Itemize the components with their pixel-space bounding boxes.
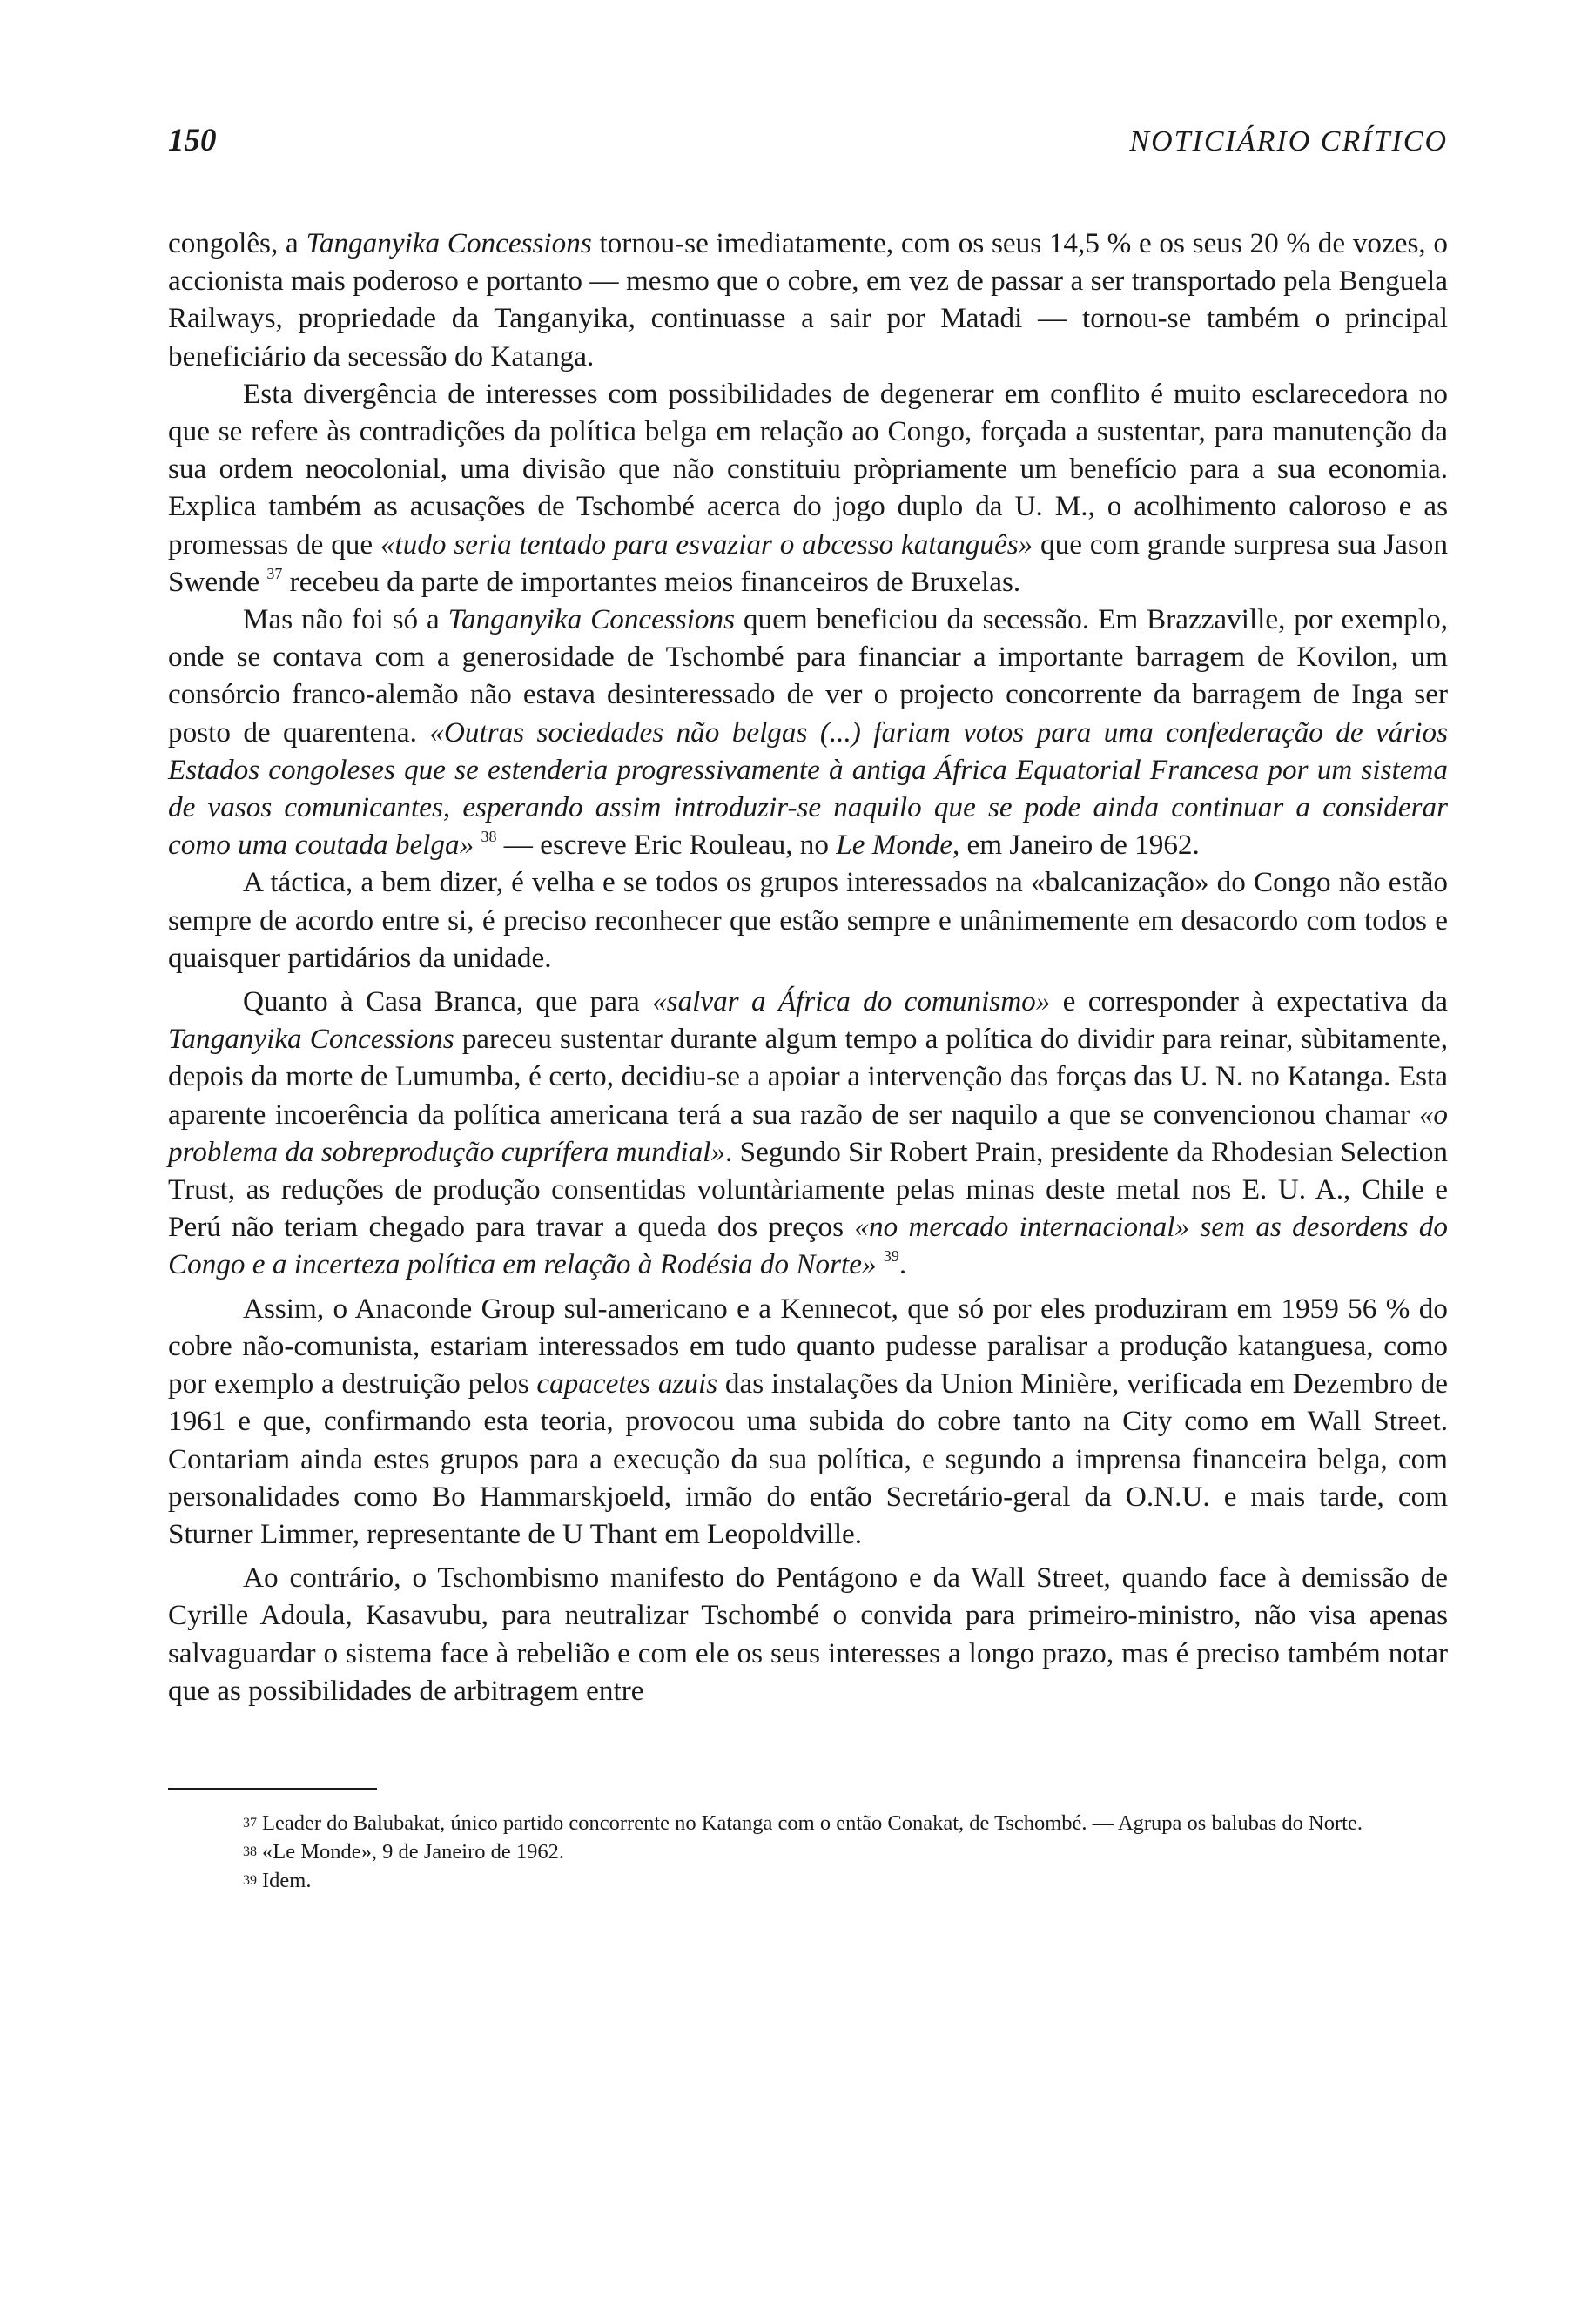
- footnote: [168, 1837, 1448, 1866]
- footnote-divider: [168, 1788, 377, 1790]
- footnote-marker: 37: [266, 564, 283, 582]
- text-run: — escreve Eric Rouleau, no: [496, 829, 837, 862]
- footnote-ref: 38: [243, 1844, 257, 1859]
- footnote: [168, 1809, 1448, 1837]
- text-run: . Segundo Sir Robert Prain, presidente da Rhodesian Selection Trust, as reduções de produção consentidas voluntàriamente pelas minas deste metal nos E. U. A., Chile e Perú não teriam chegado para travar a queda dos preços: [168, 1135, 1449, 1244]
- page-number: 150: [168, 123, 217, 158]
- paragraph: [168, 863, 1448, 977]
- italic-run: «Outras sociedades não belgas (...) fariam votos para uma confederação de vários Estados congoleses que se estenderia progressivamente à antiga África Equatorial Francesa por um sistema de vasos comunicantes, esperando assim introduzir-se naquilo que se pode ainda continuar a considerar como uma coutada belga»: [168, 715, 1449, 862]
- text-run: que com grande surpresa sua Jason Swende: [168, 527, 1448, 598]
- text-run: recebeu da parte de importantes meios financeiros de Bruxelas.: [282, 565, 1021, 598]
- text-run: Quanto à Casa Branca, que para: [243, 985, 653, 1018]
- paragraph: [168, 375, 1448, 601]
- paragraph: [168, 1559, 1448, 1709]
- section-title: NOTICIÁRIO CRÍTICO: [1129, 125, 1448, 158]
- italic-run: capacetes azuis: [536, 1367, 718, 1400]
- footnote-ref: 39: [243, 1872, 257, 1888]
- italic-run: Tanganyika Concessions: [306, 227, 592, 259]
- text-run: Esta divergência de interesses com possibilidades de degenerar em conflito é muito esclarecedora no que se refere às contradições da política belga em relação ao Congo, forçada a sustentar, para manutenção da sua ordem neocolonial, uma divisão que não constituiu pròpriamente um benefício para a sua economia. Explica também as acusações de Tschombé acerca do jogo duplo da U. M., o acolhimento caloroso e as promessas de que: [168, 377, 1448, 561]
- paragraph: [168, 601, 1448, 863]
- text-run: Ao contrário, o Tschombismo manifesto do Pentágono e da Wall Street, quando face à demissão de Cyrille Adoula, Kasavubu, para neutralizar Tschombé o convida para primeiro-ministro, não visa apenas salvaguardar o sistema face à rebelião e com ele os seus interesses a longo prazo, mas é preciso também notar que as possibilidades de arbitragem entre: [168, 1562, 1448, 1707]
- text-run: A táctica, a bem dizer, é velha e se todos os grupos interessados na «balcanização» do Congo não estão sempre de acordo entre si, é preciso reconhecer que estão sempre e unânimemente em desacordo com todos e quaisquer partidários da unidade.: [168, 866, 1448, 974]
- text-run: , em Janeiro de 1962.: [952, 829, 1200, 862]
- italic-run: «no mercado internacional» sem as desordens do Congo e a incerteza política em relação à Rodésia do Norte»: [168, 1211, 1448, 1281]
- footnote: [168, 1866, 1448, 1895]
- running-head: [168, 122, 1448, 174]
- paragraph: [168, 983, 1448, 1284]
- page: [168, 122, 1448, 1895]
- text-run: .: [898, 1248, 907, 1281]
- paragraph: [168, 1290, 1448, 1553]
- text-run: tornou-se imediatamente, com os seus 14,5 % e os seus 20 % de vozes, o accionista mais poderoso e portanto — mesmo que o cobre, em vez de passar a ser transportado pela Benguela Railways, propriedade da Tanganyika, continuasse a sair por Matadi — tornou-se também o principal beneficiário da secessão do Katanga.: [168, 227, 1448, 373]
- footnote-marker: 38: [481, 828, 497, 846]
- footnote-ref: 37: [243, 1815, 257, 1830]
- italic-run: Tanganyika Concessions: [447, 603, 736, 636]
- text-run: quem beneficiou da secessão. Em Brazzaville, por exemplo, onde se contava com a generosidade de Tschombé para financiar a importante barragem de Kovilon, um consórcio franco-alemão não estava desinteressado de ver o projecto concorrente da barragem de Inga ser posto de quarentena.: [168, 603, 1448, 749]
- text-run: [877, 1248, 884, 1280]
- italic-run: «tudo seria tentado para esvaziar o abcesso katanguês»: [380, 527, 1033, 561]
- text-run: Assim, o Anaconde Group sul-americano e a Kennecot, que só por eles produziram em 1959 56 % do cobre não-comunista, estariam interessados em tudo quanto pudesse paralisar a produção katanguesa, como por exemplo a destruição pelos: [168, 1292, 1448, 1400]
- text-run: Mas não foi só a: [243, 603, 448, 636]
- italic-run: «salvar a África do comunismo»: [652, 985, 1051, 1018]
- text-run: congolês, a: [168, 227, 306, 259]
- italic-run: Le Monde: [836, 829, 952, 862]
- footnote-text: Leader do Balubakat, único partido concorrente no Katanga com o então Conakat, de Tschombé. — Agrupa os balubas do Norte.: [262, 1810, 1363, 1835]
- text-run: e corresponder à expectativa da: [1050, 985, 1449, 1018]
- body-text: [168, 225, 1448, 1709]
- footnotes: [168, 1809, 1448, 1895]
- footnote-text: Idem.: [262, 1868, 312, 1892]
- text-run: das instalações da Union Minière, verificada em Dezembro de 1961 e que, confirmando esta teoria, provocou uma subida do cobre tanto na City como em Wall Street. Contariam ainda estes grupos para a execução da sua política, e segundo a imprensa financeira belga, com personalidades como Bo Hammarskjoeld, irmão do então Secretário-geral da O.N.U. e mais tarde, com Sturner Limmer, representante de U Thant em Leopoldville.: [168, 1367, 1448, 1550]
- paragraph: [168, 225, 1448, 375]
- text-run: pareceu sustentar durante algum tempo a política do dividir para reinar, sùbitamente, depois da morte de Lumumba, é certo, decidiu-se a apoiar a intervenção das forças das U. N. no Katanga. Esta aparente incoerência da política americana terá a sua razão de ser naquilo a que se convencionou chamar: [168, 1023, 1448, 1131]
- italic-run: Tanganyika Concessions: [168, 1023, 454, 1056]
- footnote-marker: 39: [883, 1247, 899, 1266]
- footnote-text: «Le Monde», 9 de Janeiro de 1962.: [262, 1839, 564, 1864]
- italic-run: «o problema da sobreprodução cuprífera mundial»: [168, 1098, 1448, 1168]
